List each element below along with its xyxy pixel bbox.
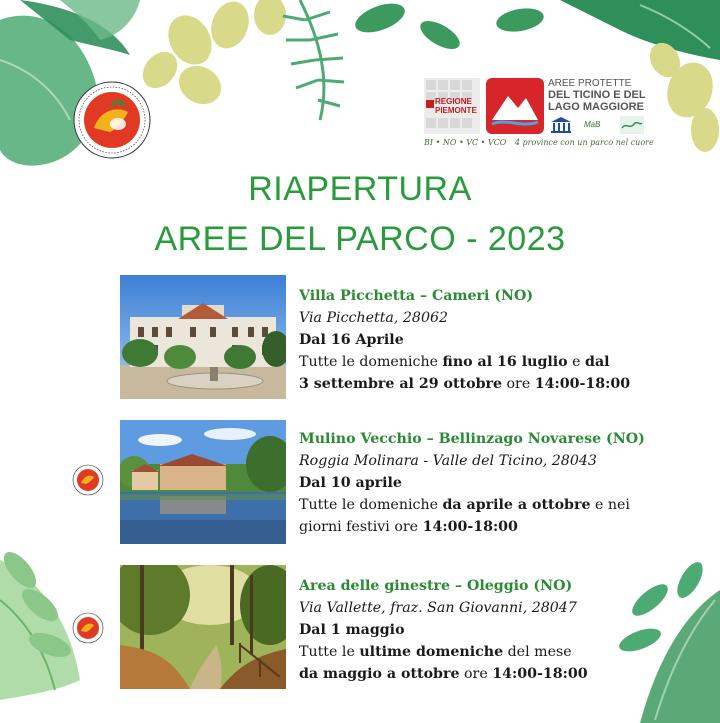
provinces-label: BI • NO • VC • VCO [424, 138, 507, 147]
regione-line2: PIEMONTE [435, 106, 477, 115]
event-address: Roggia Molinara - Valle del Ticino, 28043 [299, 453, 597, 469]
event-schedule-line1 [299, 494, 709, 516]
park-line1: AREE PROTETTE [548, 78, 632, 89]
event-villa-picchetta [299, 285, 709, 395]
park-mountain-logo [486, 78, 544, 134]
park-line2: DEL TICINO E DEL [548, 89, 646, 101]
title-line1: RIAPERTURA [248, 170, 472, 208]
event-date: Dal 16 Aprile [299, 332, 404, 348]
event-name: Mulino Vecchio – Bellinzago Novarese (NO) [299, 431, 645, 447]
event-area-ginestre [299, 575, 709, 685]
event-schedule-line2 [299, 373, 709, 395]
aib-logo-small [72, 464, 104, 496]
schedule-text: e nei [590, 497, 630, 513]
aib-logo-small [72, 612, 104, 644]
area-ginestre-photo [120, 565, 286, 689]
schedule-text: del mese [503, 644, 572, 660]
schedule-text: e [567, 354, 586, 370]
event-address: Via Picchetta, 28062 [299, 310, 449, 326]
event-address: Via Vallette, fraz. San Giovanni, 28047 [299, 600, 577, 616]
leaf-top-yellow [136, 0, 286, 112]
event-date: Dal 1 maggio [299, 622, 405, 638]
event-schedule-line2 [299, 516, 709, 538]
event-schedule-line1 [299, 351, 709, 373]
mulino-vecchio-photo [120, 420, 286, 544]
provinces-caption [424, 138, 656, 147]
schedule-bold: dal [585, 354, 610, 370]
schedule-time: 14:00-18:00 [534, 376, 631, 392]
event-name: Villa Picchetta – Cameri (NO) [299, 288, 534, 304]
schedule-time: 14:00-18:00 [492, 666, 588, 682]
event-date: Dal 10 aprile [299, 475, 402, 491]
villa-picchetta-photo [120, 275, 286, 399]
schedule-text: Tutte le domeniche [299, 354, 443, 370]
schedule-text: Tutte le domeniche [299, 497, 443, 513]
mab-label: MaB [584, 120, 601, 129]
leaf-bottom-left [0, 547, 80, 700]
schedule-text: giorni festivi ore [299, 519, 423, 535]
schedule-text: ore [459, 666, 493, 682]
schedule-text: Tutte le [299, 644, 360, 660]
schedule-bold: da maggio a ottobre [299, 666, 460, 682]
leaf-top-green-small [351, 0, 545, 55]
schedule-bold: 3 settembre al 29 ottobre [299, 376, 502, 392]
tagline-label: 4 province con un parco nel cuore [514, 138, 654, 147]
schedule-bold: da aprile a ottobre [442, 497, 591, 513]
wetland-icon [620, 116, 644, 134]
unesco-icon [550, 116, 572, 134]
schedule-bold: ultime domeniche [359, 644, 504, 660]
schedule-text: ore [502, 376, 535, 392]
title-line2: AREE DEL PARCO - 2023 [154, 220, 566, 258]
leaf-top-fern [283, 0, 344, 120]
event-mulino-vecchio [299, 428, 709, 538]
event-schedule-line1 [299, 641, 709, 663]
park-line3: LAGO MAGGIORE [548, 101, 644, 113]
schedule-time: 14:00-18:00 [422, 519, 518, 535]
aib-bellinzago-logo [72, 80, 152, 160]
event-name: Area delle ginestre – Oleggio (NO) [299, 578, 573, 594]
regione-line1: REGIONE [435, 97, 472, 106]
schedule-bold: fino al 16 luglio [442, 354, 568, 370]
event-schedule-line2 [299, 663, 709, 685]
